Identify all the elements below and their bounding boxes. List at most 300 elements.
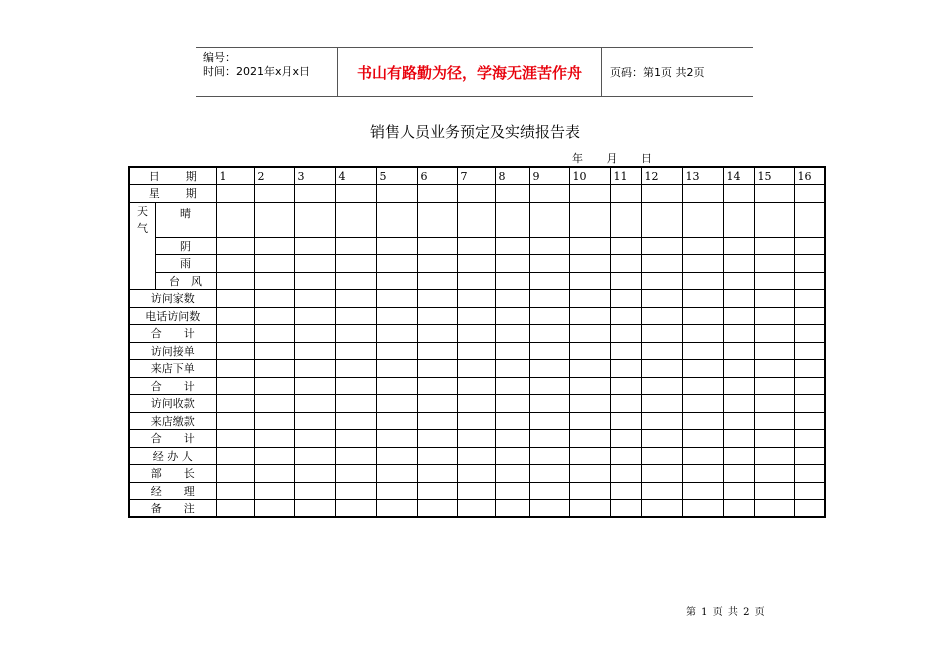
blank-cell[interactable] [495,500,529,518]
blank-cell[interactable] [376,272,417,290]
blank-cell[interactable] [794,272,825,290]
blank-cell[interactable] [529,447,569,465]
blank-cell[interactable] [216,202,254,237]
blank-cell[interactable] [723,500,754,518]
blank-cell[interactable] [610,377,641,395]
blank-cell[interactable] [723,430,754,448]
blank-cell[interactable] [495,430,529,448]
blank-cell[interactable] [641,255,682,273]
blank-cell[interactable] [569,237,610,255]
blank-cell[interactable] [641,290,682,308]
blank-cell[interactable] [254,377,294,395]
blank-cell[interactable] [610,430,641,448]
blank-cell[interactable] [254,290,294,308]
blank-cell[interactable] [417,202,457,237]
blank-cell[interactable] [723,237,754,255]
blank-cell[interactable] [495,325,529,343]
blank-cell[interactable] [254,412,294,430]
blank-cell[interactable] [569,430,610,448]
blank-cell[interactable] [529,290,569,308]
blank-cell[interactable] [294,290,335,308]
blank-cell[interactable] [254,342,294,360]
blank-cell[interactable] [794,255,825,273]
blank-cell[interactable] [216,307,254,325]
blank-cell[interactable] [794,430,825,448]
blank-cell[interactable] [495,412,529,430]
blank-cell[interactable] [457,412,495,430]
report-row [129,307,825,325]
header-meta [196,48,338,96]
blank-cell[interactable] [682,482,723,500]
blank-cell[interactable] [754,482,794,500]
blank-cell[interactable] [417,395,457,413]
blank-cell[interactable] [254,325,294,343]
blank-cell[interactable] [569,325,610,343]
blank-cell[interactable] [569,447,610,465]
blank-cell[interactable] [294,237,335,255]
blank-cell[interactable] [794,395,825,413]
blank-cell[interactable] [569,342,610,360]
blank-cell[interactable] [682,307,723,325]
blank-cell[interactable] [216,290,254,308]
blank-cell[interactable] [610,360,641,378]
blank-cell[interactable] [216,430,254,448]
blank-cell[interactable] [495,395,529,413]
blank-cell[interactable] [457,307,495,325]
blank-cell[interactable] [254,272,294,290]
blank-cell[interactable] [335,202,376,237]
blank-cell[interactable] [794,360,825,378]
blank-cell[interactable] [457,237,495,255]
blank-cell[interactable] [417,377,457,395]
blank-cell[interactable] [682,255,723,273]
blank-cell[interactable] [529,377,569,395]
blank-cell[interactable] [376,290,417,308]
blank-cell[interactable] [216,255,254,273]
blank-cell[interactable] [723,377,754,395]
blank-cell[interactable] [610,342,641,360]
blank-cell[interactable] [457,500,495,518]
blank-cell[interactable] [495,482,529,500]
blank-cell[interactable] [216,325,254,343]
blank-cell[interactable] [723,412,754,430]
blank-cell[interactable] [723,272,754,290]
blank-cell[interactable] [335,185,376,203]
blank-cell[interactable] [754,500,794,518]
blank-cell[interactable] [495,272,529,290]
blank-cell[interactable] [376,237,417,255]
blank-cell[interactable] [335,447,376,465]
weather-typhoon-row [129,272,825,290]
blank-cell[interactable] [569,272,610,290]
blank-cell[interactable] [335,395,376,413]
blank-cell[interactable] [754,202,794,237]
blank-cell[interactable] [569,482,610,500]
blank-cell[interactable] [529,412,569,430]
blank-cell[interactable] [610,237,641,255]
blank-cell[interactable] [682,500,723,518]
blank-cell[interactable] [723,290,754,308]
blank-cell[interactable] [529,482,569,500]
blank-cell[interactable] [376,465,417,483]
blank-cell[interactable] [417,307,457,325]
blank-cell[interactable] [495,447,529,465]
blank-cell[interactable] [417,360,457,378]
blank-cell[interactable] [495,255,529,273]
blank-cell[interactable] [529,465,569,483]
blank-cell[interactable] [254,500,294,518]
blank-cell[interactable] [641,412,682,430]
blank-cell[interactable] [417,272,457,290]
blank-cell[interactable] [794,307,825,325]
blank-cell[interactable] [457,465,495,483]
blank-cell[interactable] [417,482,457,500]
blank-cell[interactable] [682,360,723,378]
blank-cell[interactable] [294,412,335,430]
blank-cell[interactable] [417,412,457,430]
blank-cell[interactable] [417,290,457,308]
row-label: 备 注 [129,500,216,518]
blank-cell[interactable] [335,412,376,430]
blank-cell[interactable] [794,482,825,500]
blank-cell[interactable] [294,430,335,448]
blank-cell[interactable] [457,185,495,203]
blank-cell[interactable] [569,377,610,395]
blank-cell[interactable] [723,465,754,483]
blank-cell[interactable] [529,360,569,378]
blank-cell[interactable] [457,290,495,308]
blank-cell[interactable] [457,377,495,395]
blank-cell[interactable] [610,307,641,325]
blank-cell[interactable] [529,272,569,290]
blank-cell[interactable] [495,360,529,378]
blank-cell[interactable] [254,395,294,413]
blank-cell[interactable] [610,482,641,500]
blank-cell[interactable] [216,447,254,465]
page-footer: 第 1 页 共 2 页 [686,607,765,618]
blank-cell[interactable] [495,202,529,237]
blank-cell[interactable] [417,255,457,273]
blank-cell[interactable] [641,185,682,203]
blank-cell[interactable] [335,360,376,378]
blank-cell[interactable] [723,255,754,273]
blank-cell[interactable] [376,430,417,448]
blank-cell[interactable] [569,500,610,518]
blank-cell[interactable] [335,500,376,518]
blank-cell[interactable] [294,465,335,483]
blank-cell[interactable] [529,325,569,343]
blank-cell[interactable] [641,202,682,237]
blank-cell[interactable] [216,272,254,290]
blank-cell[interactable] [417,185,457,203]
blank-cell[interactable] [417,447,457,465]
blank-cell[interactable] [529,185,569,203]
blank-cell[interactable] [754,290,794,308]
blank-cell[interactable] [417,430,457,448]
blank-cell[interactable] [723,202,754,237]
blank-cell[interactable] [254,465,294,483]
blank-cell[interactable] [641,447,682,465]
blank-cell[interactable] [723,482,754,500]
blank-cell[interactable] [754,412,794,430]
blank-cell[interactable] [641,377,682,395]
blank-cell[interactable] [723,185,754,203]
blank-cell[interactable] [376,412,417,430]
blank-cell[interactable] [754,395,794,413]
blank-cell[interactable] [569,412,610,430]
blank-cell[interactable] [682,342,723,360]
blank-cell[interactable] [216,412,254,430]
blank-cell[interactable] [376,185,417,203]
blank-cell[interactable] [417,325,457,343]
blank-cell[interactable] [294,202,335,237]
blank-cell[interactable] [610,272,641,290]
blank-cell[interactable] [417,342,457,360]
blank-cell[interactable] [254,482,294,500]
blank-cell[interactable] [457,202,495,237]
blank-cell[interactable] [294,482,335,500]
blank-cell[interactable] [376,325,417,343]
blank-cell[interactable] [254,307,294,325]
blank-cell[interactable] [294,325,335,343]
blank-cell[interactable] [529,342,569,360]
blank-cell[interactable] [641,360,682,378]
blank-cell[interactable] [794,185,825,203]
blank-cell[interactable] [682,412,723,430]
blank-cell[interactable] [794,342,825,360]
blank-cell[interactable] [294,255,335,273]
blank-cell[interactable] [254,202,294,237]
blank-cell[interactable] [335,307,376,325]
blank-cell[interactable] [641,430,682,448]
blank-cell[interactable] [335,290,376,308]
report-row [129,377,825,395]
blank-cell[interactable] [610,290,641,308]
weather-cloudy-label: 阴 [155,237,216,255]
blank-cell[interactable] [754,272,794,290]
blank-cell[interactable] [794,500,825,518]
blank-cell[interactable] [794,290,825,308]
blank-cell[interactable] [376,377,417,395]
blank-cell[interactable] [294,447,335,465]
blank-cell[interactable] [254,237,294,255]
blank-cell[interactable] [569,360,610,378]
blank-cell[interactable] [216,185,254,203]
time-label: 时间：2021年x月x日 [203,65,311,78]
blank-cell[interactable] [529,430,569,448]
blank-cell[interactable] [610,465,641,483]
blank-cell[interactable] [794,412,825,430]
report-row [129,290,825,308]
blank-cell[interactable] [754,465,794,483]
blank-cell[interactable] [610,447,641,465]
blank-cell[interactable] [569,255,610,273]
blank-cell[interactable] [641,395,682,413]
blank-cell[interactable] [569,465,610,483]
blank-cell[interactable] [335,430,376,448]
blank-cell[interactable] [294,377,335,395]
blank-cell[interactable] [254,185,294,203]
blank-cell[interactable] [682,430,723,448]
blank-cell[interactable] [457,255,495,273]
blank-cell[interactable] [529,202,569,237]
blank-cell[interactable] [610,395,641,413]
blank-cell[interactable] [610,185,641,203]
blank-cell[interactable] [754,430,794,448]
blank-cell[interactable] [335,237,376,255]
blank-cell[interactable] [682,377,723,395]
blank-cell[interactable] [294,395,335,413]
blank-cell[interactable] [254,447,294,465]
blank-cell[interactable] [754,185,794,203]
row-label: 合 计 [129,430,216,448]
blank-cell[interactable] [376,342,417,360]
blank-cell[interactable] [495,342,529,360]
blank-cell[interactable] [254,255,294,273]
blank-cell[interactable] [495,377,529,395]
blank-cell[interactable] [376,202,417,237]
blank-cell[interactable] [254,360,294,378]
page-title: 销售人员业务预定及实绩报告表 [369,123,580,141]
blank-cell[interactable] [294,342,335,360]
blank-cell[interactable] [294,185,335,203]
blank-cell[interactable] [754,237,794,255]
blank-cell[interactable] [610,500,641,518]
blank-cell[interactable] [216,377,254,395]
blank-cell[interactable] [335,465,376,483]
blank-cell[interactable] [376,255,417,273]
blank-cell[interactable] [641,272,682,290]
blank-cell[interactable] [529,500,569,518]
blank-cell[interactable] [376,307,417,325]
blank-cell[interactable] [641,500,682,518]
blank-cell[interactable] [569,185,610,203]
blank-cell[interactable] [723,360,754,378]
blank-cell[interactable] [335,255,376,273]
blank-cell[interactable] [754,342,794,360]
blank-cell[interactable] [376,360,417,378]
blank-cell[interactable] [294,272,335,290]
blank-cell[interactable] [682,272,723,290]
blank-cell[interactable] [682,237,723,255]
blank-cell[interactable] [457,430,495,448]
blank-cell[interactable] [794,202,825,237]
blank-cell[interactable] [376,482,417,500]
blank-cell[interactable] [216,237,254,255]
blank-cell[interactable] [376,395,417,413]
blank-cell[interactable] [682,465,723,483]
blank-cell[interactable] [294,360,335,378]
blank-cell[interactable] [529,255,569,273]
blank-cell[interactable] [294,307,335,325]
blank-cell[interactable] [682,447,723,465]
blank-cell[interactable] [417,237,457,255]
blank-cell[interactable] [682,395,723,413]
blank-cell[interactable] [335,272,376,290]
day-cell: 6 [417,167,457,185]
blank-cell[interactable] [754,377,794,395]
blank-cell[interactable] [754,255,794,273]
blank-cell[interactable] [754,447,794,465]
blank-cell[interactable] [417,465,457,483]
blank-cell[interactable] [569,202,610,237]
blank-cell[interactable] [529,307,569,325]
blank-cell[interactable] [754,325,794,343]
blank-cell[interactable] [216,500,254,518]
blank-cell[interactable] [641,307,682,325]
blank-cell[interactable] [641,482,682,500]
blank-cell[interactable] [294,500,335,518]
blank-cell[interactable] [610,255,641,273]
blank-cell[interactable] [682,325,723,343]
blank-cell[interactable] [569,307,610,325]
blank-cell[interactable] [682,290,723,308]
blank-cell[interactable] [216,465,254,483]
blank-cell[interactable] [610,202,641,237]
blank-cell[interactable] [216,342,254,360]
blank-cell[interactable] [610,325,641,343]
blank-cell[interactable] [335,325,376,343]
blank-cell[interactable] [529,395,569,413]
blank-cell[interactable] [794,237,825,255]
blank-cell[interactable] [457,360,495,378]
blank-cell[interactable] [457,482,495,500]
blank-cell[interactable] [457,395,495,413]
blank-cell[interactable] [723,395,754,413]
blank-cell[interactable] [254,430,294,448]
blank-cell[interactable] [754,307,794,325]
blank-cell[interactable] [794,447,825,465]
blank-cell[interactable] [335,482,376,500]
blank-cell[interactable] [569,395,610,413]
blank-cell[interactable] [641,325,682,343]
blank-cell[interactable] [682,202,723,237]
blank-cell[interactable] [495,237,529,255]
blank-cell[interactable] [376,500,417,518]
blank-cell[interactable] [335,377,376,395]
blank-cell[interactable] [216,482,254,500]
blank-cell[interactable] [457,272,495,290]
blank-cell[interactable] [682,185,723,203]
blank-cell[interactable] [723,325,754,343]
blank-cell[interactable] [569,290,610,308]
blank-cell[interactable] [723,307,754,325]
blank-cell[interactable] [495,290,529,308]
blank-cell[interactable] [723,447,754,465]
blank-cell[interactable] [457,342,495,360]
blank-cell[interactable] [216,395,254,413]
blank-cell[interactable] [495,307,529,325]
blank-cell[interactable] [495,185,529,203]
blank-cell[interactable] [754,360,794,378]
blank-cell[interactable] [529,237,569,255]
blank-cell[interactable] [641,237,682,255]
blank-cell[interactable] [610,412,641,430]
blank-cell[interactable] [457,447,495,465]
blank-cell[interactable] [457,325,495,343]
blank-cell[interactable] [495,465,529,483]
blank-cell[interactable] [794,377,825,395]
blank-cell[interactable] [794,465,825,483]
blank-cell[interactable] [794,325,825,343]
blank-cell[interactable] [641,342,682,360]
blank-cell[interactable] [417,500,457,518]
blank-cell[interactable] [723,342,754,360]
blank-cell[interactable] [216,360,254,378]
blank-cell[interactable] [335,342,376,360]
blank-cell[interactable] [641,465,682,483]
blank-cell[interactable] [376,447,417,465]
